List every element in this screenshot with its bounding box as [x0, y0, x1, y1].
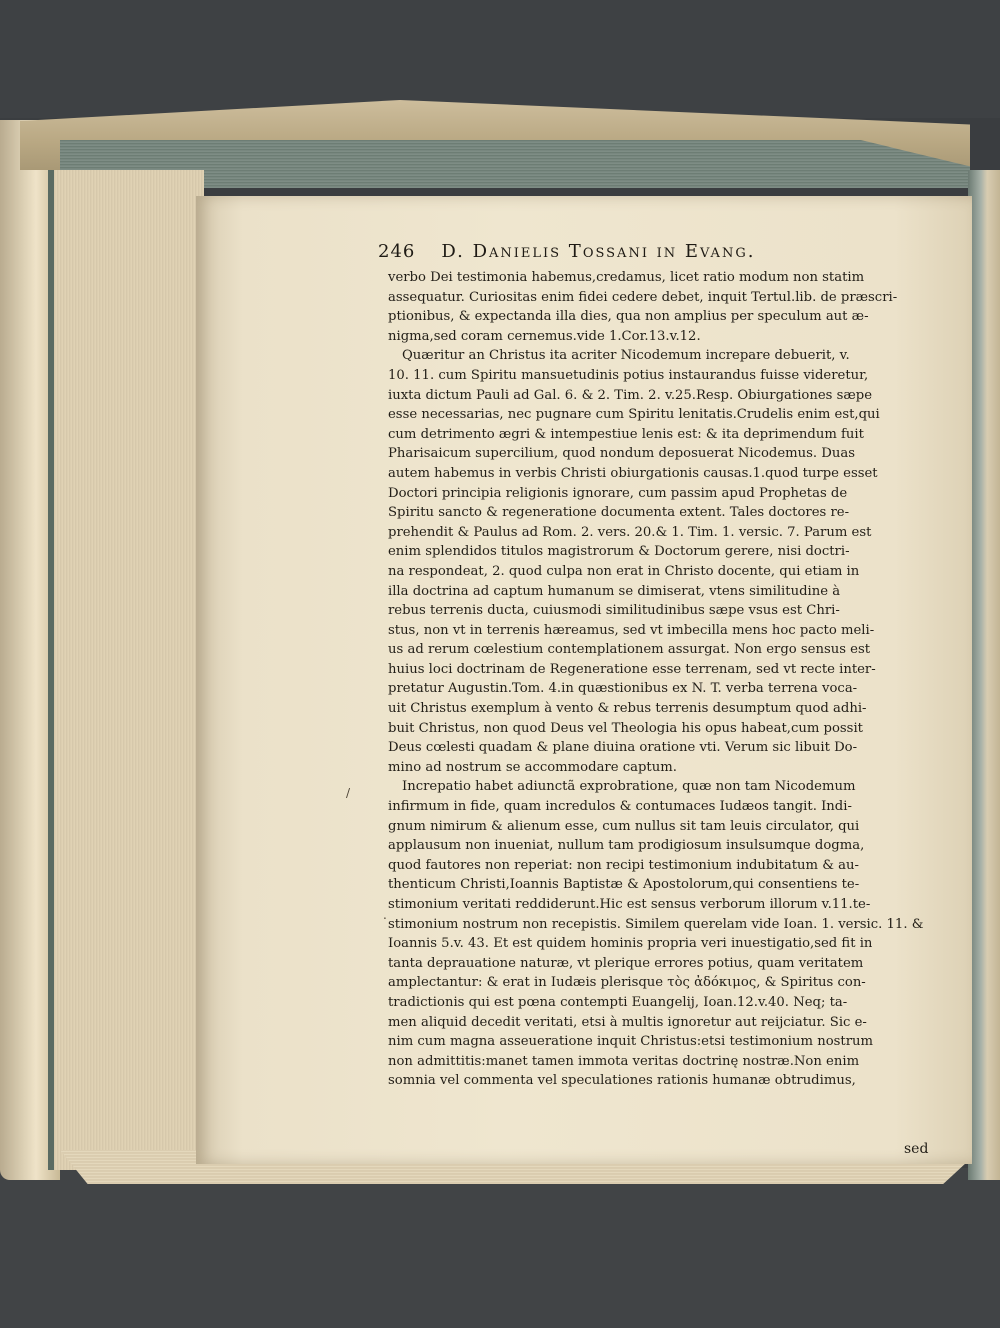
text-line: Increpatio habet adiunctã exprobratione, quæ non tam Nicodemum [402, 779, 856, 795]
text-line: quod fautores non reperiat: non recipi testimonium indubitatum & au- [388, 857, 859, 873]
text-line: men aliquid decedit veritati, etsi à multis ignoretur aut reijciatur. Sic e- [388, 1014, 867, 1030]
text-line: stus, non vt in terrenis hæreamus, sed vt imbecilla mens hoc pacto meli- [388, 622, 875, 638]
right-page-edge [968, 170, 1000, 1180]
text-line: enim splendidos titulos magistrorum & Doctorum gerere, nisi doctri- [388, 544, 850, 560]
text-line: verbo Dei testimonia habemus,credamus, licet ratio modum non statim [388, 270, 865, 285]
body-text [388, 268, 936, 1091]
text-line: nim cum magna asseueratione inquit Christus:etsi testimonium nostrum [388, 1034, 874, 1050]
text-line: nigma,sed coram cernemus.vide 1.Cor.13.v.12. [388, 328, 701, 344]
text-line: Deus cœlesti quadam & plane diuina oratione vti. Verum sic libuit Do- [388, 740, 858, 756]
text-line: Doctori principia religionis ignorare, cum passim apud Prophetas de [388, 485, 848, 501]
scanner-background-bottom [0, 1168, 1000, 1328]
text-line: Pharisaicum supercilium, quod nondum deposuerat Nicodemus. Duas [388, 446, 855, 462]
text-line: 10. 11. cum Spiritu mansuetudinis potius instaurandus fuisse videretur, [388, 367, 869, 383]
text-line: applausum non inueniat, nullum tam prodigiosum insulsumque dogma, [388, 838, 865, 854]
text-line: thenticum Christi,Ioannis Baptistæ & Apostolorum,qui consentiens te- [388, 877, 860, 893]
text-line: esse necessarias, nec pugnare cum Spiritu lenitatis.Crudelis enim est,qui [388, 407, 880, 423]
text-line: amplectantur: & erat in Iudæis plerisque τὸς ἀδόκιμος, & Spiritus con- [388, 975, 866, 991]
page-header [378, 241, 848, 267]
text-line: illa doctrina ad captum humanum se dimiserat, vtens similitudine à [388, 583, 841, 599]
text-line: iuxta dictum Pauli ad Gal. 6. & 2. Tim. 2. v.25.Resp. Obiurgationes sæpe [388, 387, 873, 403]
running-title: D. Danielis Tossani in Evang. [441, 241, 756, 262]
text-line: huius loci doctrinam de Regeneratione esse terrenam, sed vt recte inter- [388, 661, 876, 677]
text-line: prehendit & Paulus ad Rom. 2. vers. 20.& 1. Tim. 1. versic. 7. Parum est [388, 524, 872, 540]
text-line: Quæritur an Christus ita acriter Nicodemum increpare debuerit, v. [402, 348, 850, 364]
text-line: assequatur. Curiositas enim fidei cedere debet, inquit Tertul.lib. de præscri- [388, 289, 898, 305]
text-line: na respondeat, 2. quod culpa non erat in Christo docente, qui etiam in [388, 563, 860, 579]
text-line: autem habemus in verbis Christi obiurgationis causas.1.quod turpe esset [388, 465, 878, 481]
catchword: sed [904, 1141, 929, 1157]
text-line: stimonium nostrum non recepistis. Similem querelam vide Ioan. 1. versic. 11. & [388, 916, 924, 932]
text-line: us ad rerum cœlestium contemplationem assurgat. Non ergo sensus est [388, 642, 871, 658]
text-line: non admittitis:manet tamen immota veritas doctrinę nostræ.Non enim [388, 1053, 860, 1069]
page-block-fore-edge [48, 170, 204, 1170]
text-line: ptionibus, & expectanda illa dies, qua non amplius per speculum aut æ- [388, 309, 869, 325]
text-line: mino ad nostrum se accommodare captum. [388, 759, 677, 775]
text-line: rebus terrenis ducta, cuiusmodi similitudinibus sæpe vsus est Chri- [388, 603, 840, 619]
text-line: Ioannis 5.v. 43. Et est quidem hominis propria veri inuestigatio,sed fit in [388, 936, 873, 952]
text-line: tradictionis qui est pœna contempti Euangelij, Ioan.12.v.40. Neq; ta- [388, 994, 848, 1010]
text-line: cum detrimento ægri & intempestiue lenis est: & ita deprimendum fuit [388, 426, 864, 442]
text-line: Spiritu sancto & regeneratione documenta extent. Tales doctores re- [388, 505, 850, 521]
text-line: stimonium veritati reddiderunt.Hic est sensus verborum illorum v.11.te- [388, 897, 871, 912]
text-line: gnum nimirum & alienum esse, cum nullus sit tam leuis circulator, qui [388, 818, 860, 834]
text-line: buit Christus, non quod Deus vel Theologia his opus habeat,cum possit [388, 720, 863, 736]
margin-dot: . [383, 908, 387, 922]
scanner-background-top [0, 0, 1000, 118]
margin-mark: / [346, 786, 351, 800]
text-line: uit Christus exemplum à vento & rebus terrenis desumptum quod adhi- [388, 701, 867, 717]
text-line: infirmum in fide, quam incredulos & contumaces Iudæos tangit. Indi- [388, 799, 852, 815]
text-line: pretatur Augustin.Tom. 4.in quæstionibus ex N. T. verba terrena voca- [388, 681, 858, 697]
text-line: tanta deprauatione naturæ, vt plerique errores potius, quam veritatem [388, 955, 864, 971]
page-number: 246 [378, 241, 416, 262]
text-line: somnia vel commenta vel speculationes rationis humanæ obtrudimus, [388, 1073, 856, 1089]
